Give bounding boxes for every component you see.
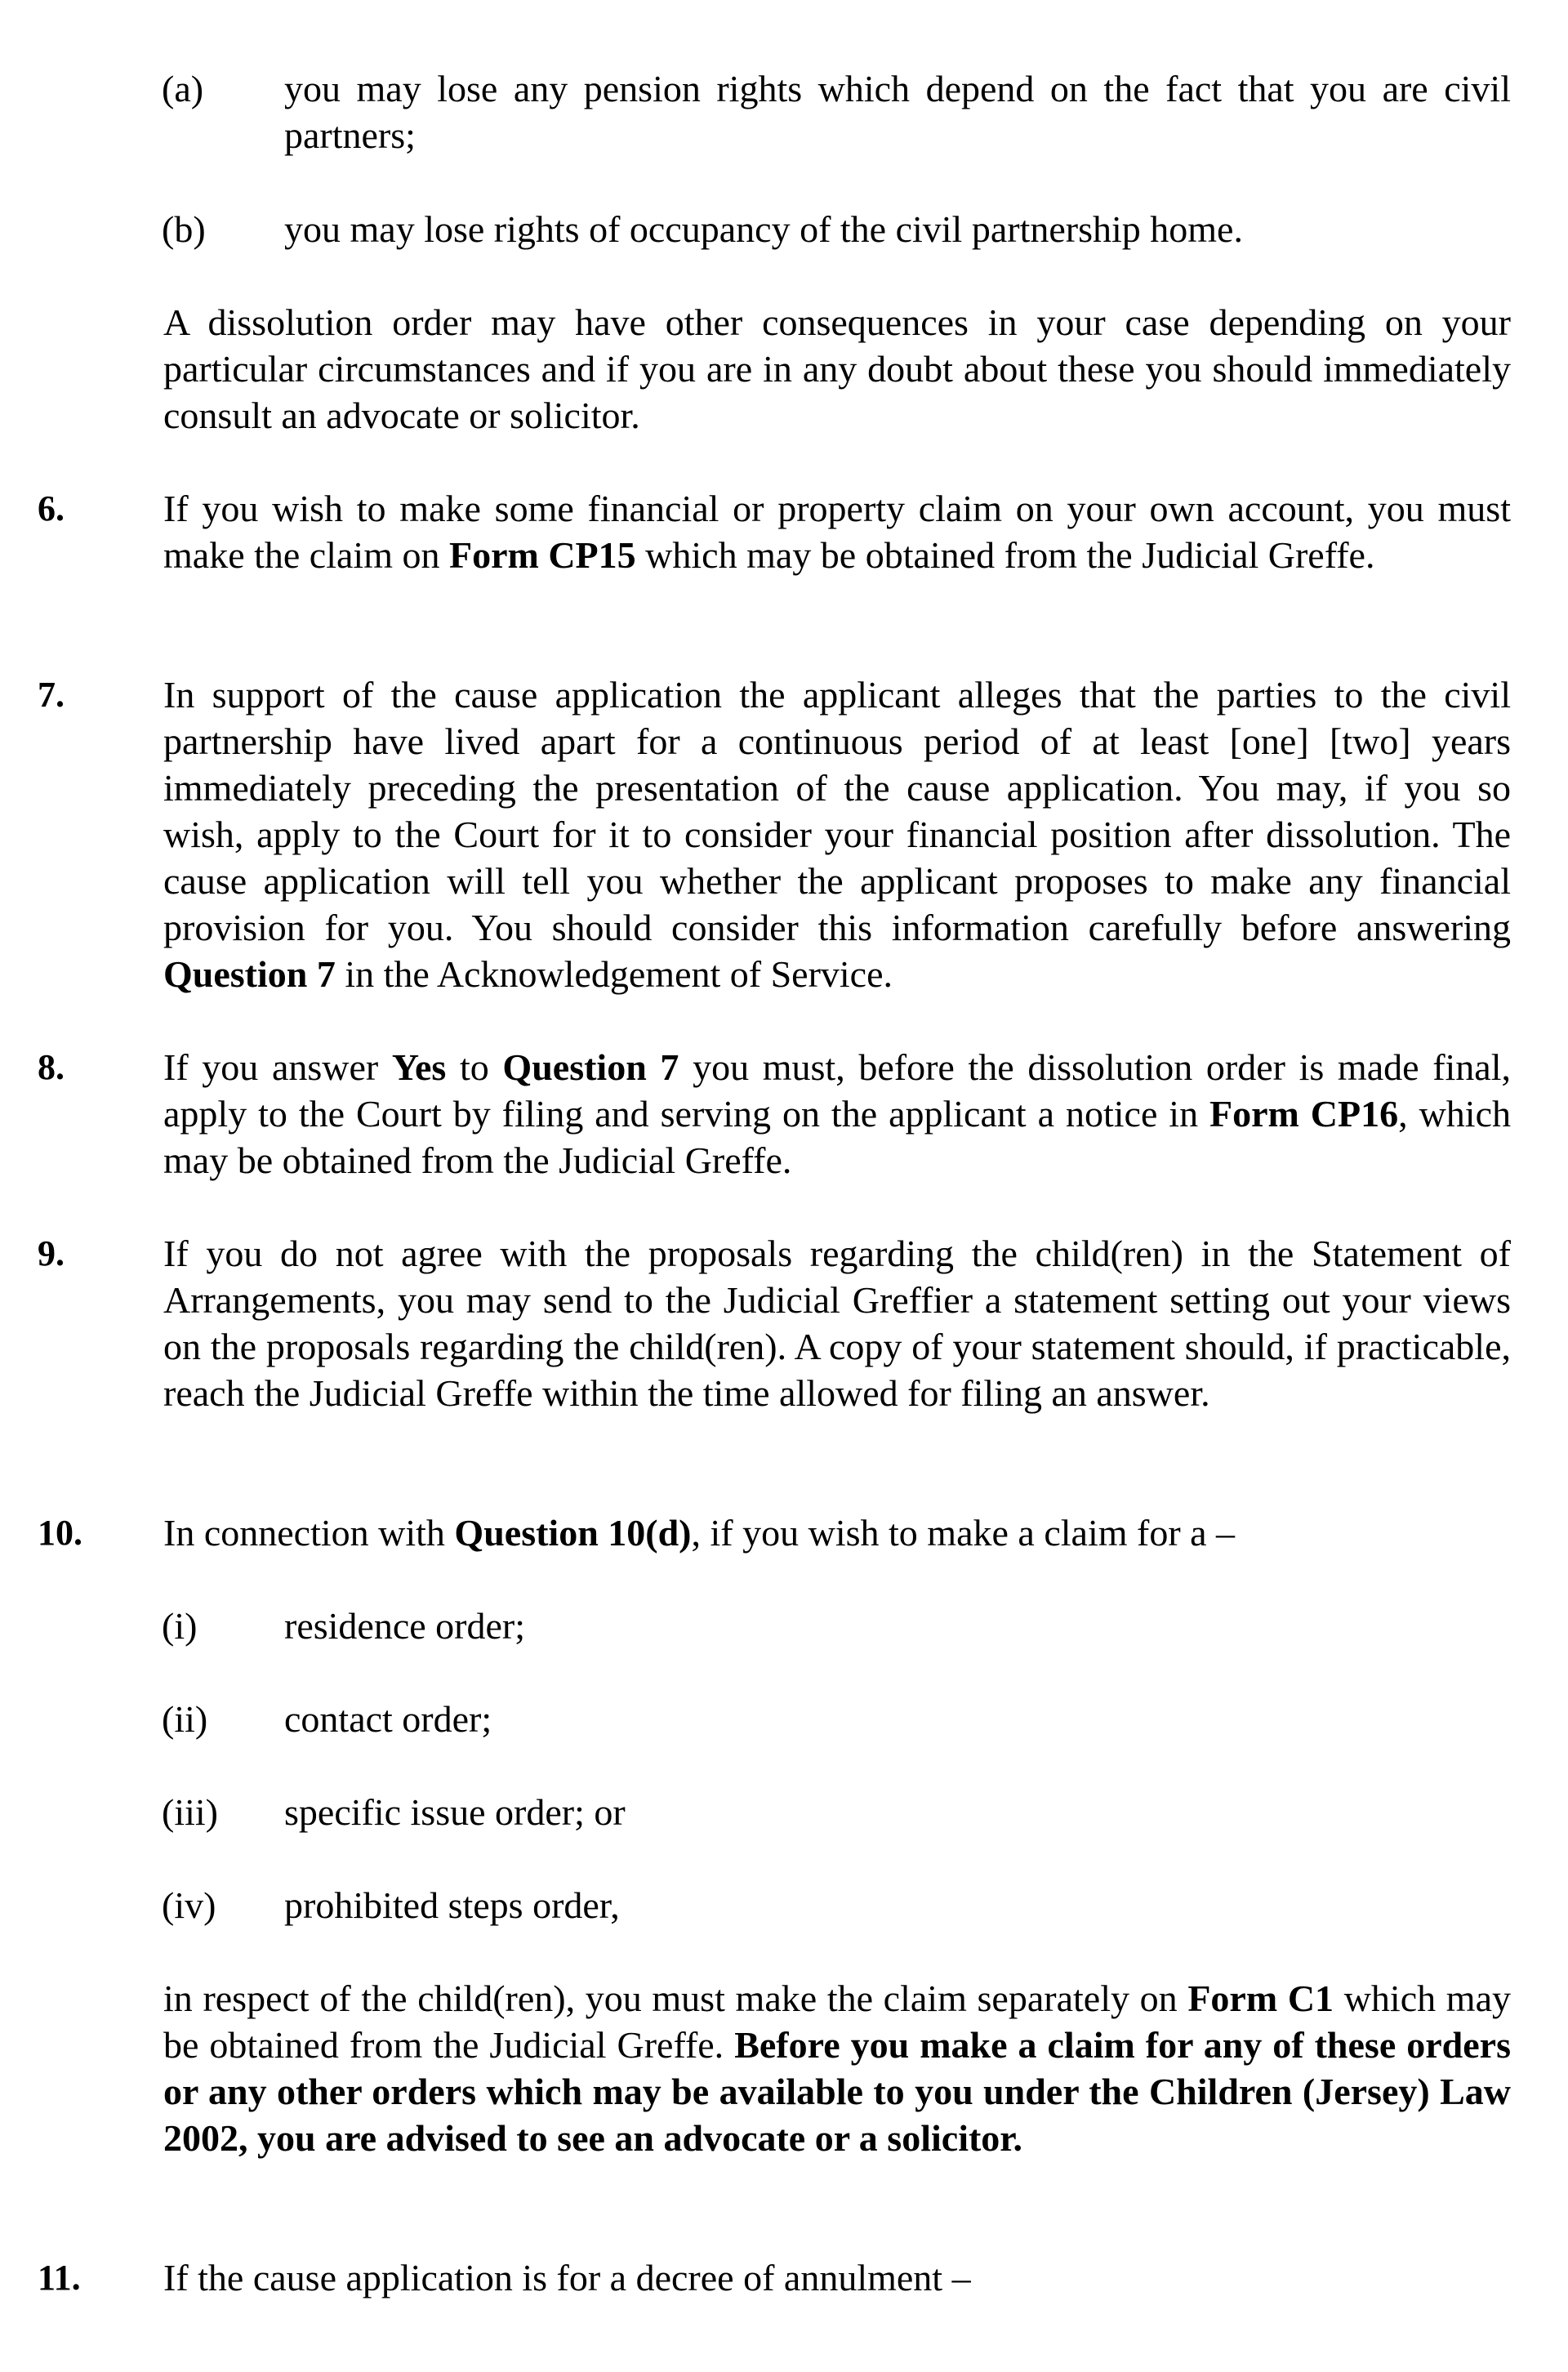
paragraph-10-continuation — [163, 1975, 1511, 2161]
p10-text-2: , if you wish to make a claim for a – — [691, 1512, 1236, 1554]
paragraph-7 — [163, 671, 1511, 997]
p8-question-7: Question 7 — [502, 1046, 679, 1088]
paragraph-7-number: 7. — [38, 675, 65, 715]
p8-text-1: If you answer — [163, 1046, 392, 1088]
p6-text-2: which may be obtained from the Judicial Greffe. — [635, 534, 1375, 576]
p7-text-1: In support of the cause application the applicant alleges that the parties to the civil partnership have lived apart for a continuous period of at least [one] [two] years immediately preceding the presentation of the cause application. You may, if you so wish, apply to the Court for it to consider your financial position after dissolution. The cause application will tell you whether the applicant proposes to make any financial provision for you. You should consider this information carefully before answering — [163, 674, 1511, 948]
p10-cont-text-1: in respect of the child(ren), you must make the claim separately on — [163, 1977, 1188, 2019]
paragraph-10-number: 10. — [38, 1513, 82, 1553]
consequences-paragraph: A dissolution order may have other consequences in your case depending on your particular circumstances and if you are in any doubt about these you should immediately consult an advocate or solicitor. — [163, 301, 1511, 436]
p10-form-c1: Form C1 — [1187, 1977, 1334, 2019]
p10-text-1: In connection with — [163, 1512, 455, 1554]
p10-question-10d: Question 10(d) — [454, 1512, 692, 1554]
sub-item-b-text: you may lose rights of occupancy of the civil partnership home. — [284, 208, 1243, 250]
p8-text-3: you must, before the dissolution order is made final, apply to the Court by filing and serving on the applicant a notice in — [163, 1046, 1511, 1135]
paragraph-8-number: 8. — [38, 1047, 65, 1087]
p10-item-ii-label: (ii) — [162, 1698, 208, 1740]
p10-item-i-text: residence order; — [284, 1605, 526, 1647]
p6-text-1: If you wish to make some financial or property claim on your own account, you must make the claim on — [163, 488, 1511, 576]
p10-item-iv-label: (iv) — [162, 1884, 216, 1926]
sub-item-a-label: (a) — [162, 68, 204, 109]
p8-text-4: , which may be obtained from the Judicial Greffe. — [163, 1093, 1511, 1181]
p10-advice-bold: Before you make a claim for any of these orders or any other orders which may be available to you under the Children (Jersey) Law 2002, you are advised to see an advocate or a solicitor. — [163, 2024, 1511, 2159]
sub-item-a-text: you may lose any pension rights which depend on the fact that you are civil partners; — [284, 68, 1511, 156]
p7-text-2: in the Acknowledgement of Service. — [335, 953, 893, 995]
sub-item-b-label: (b) — [162, 208, 206, 250]
p10-item-iii-text: specific issue order; or — [284, 1791, 626, 1833]
paragraph-8 — [163, 1044, 1511, 1184]
paragraph-6 — [163, 485, 1511, 578]
p7-question-7: Question 7 — [163, 953, 336, 995]
p10-item-iv-text: prohibited steps order, — [284, 1884, 620, 1926]
p8-form-cp16: Form CP16 — [1209, 1093, 1399, 1135]
p10-item-i-label: (i) — [162, 1605, 198, 1647]
paragraph-11: If the cause application is for a decree of annulment – — [163, 2257, 971, 2298]
p10-item-ii-text: contact order; — [284, 1698, 492, 1740]
paragraph-9: If you do not agree with the proposals regarding the child(ren) in the Statement of Arrangements, you may send to the Judicial Greffier a statement setting out your views on the proposals regarding the child(ren). A copy of your statement should, if practicable, reach the Judicial Greffe within the time allowed for filing an answer. — [163, 1233, 1511, 1414]
paragraph-10-intro — [163, 1509, 1511, 1556]
p10-item-iii-label: (iii) — [162, 1791, 218, 1833]
paragraph-9-number: 9. — [38, 1233, 65, 1273]
p10-cont-text-2: which may be obtained from the Judicial Greffe. — [163, 1977, 1511, 2066]
paragraph-11-number: 11. — [38, 2258, 81, 2298]
p8-text-2: to — [446, 1046, 503, 1088]
p8-yes: Yes — [391, 1046, 447, 1088]
p6-form-cp15: Form CP15 — [449, 534, 636, 576]
paragraph-6-number: 6. — [38, 488, 65, 528]
